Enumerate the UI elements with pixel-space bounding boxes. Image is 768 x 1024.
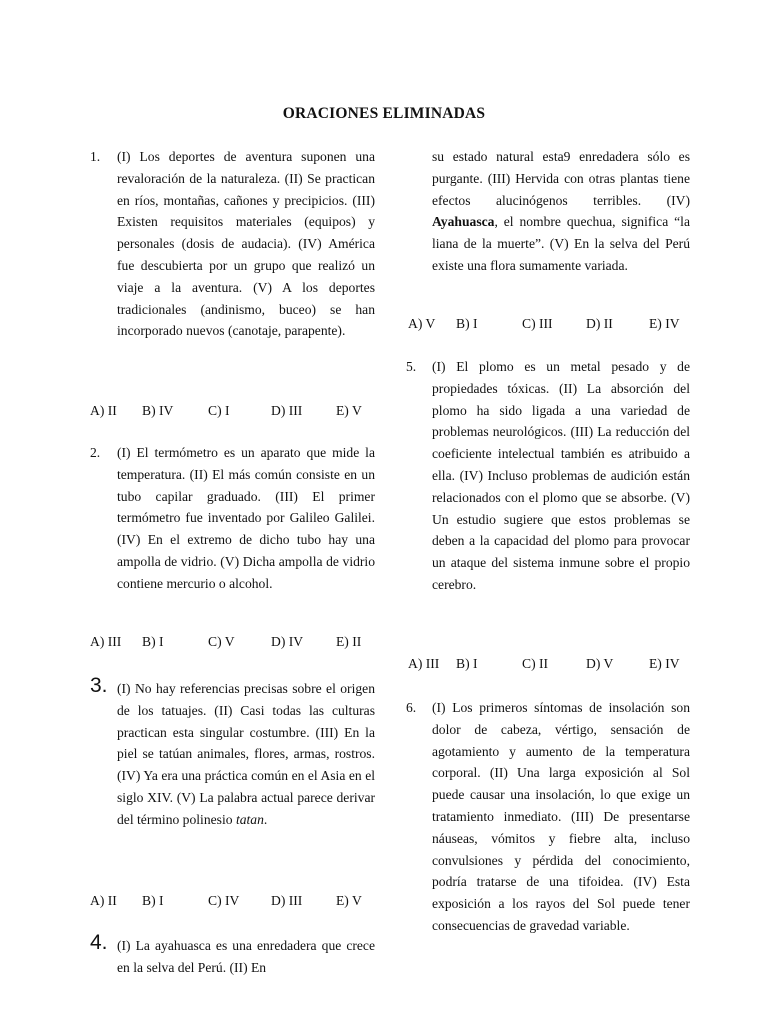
option-d[interactable]: D) III [271, 403, 303, 418]
options-row-1 [90, 403, 380, 423]
option-b[interactable]: B) I [142, 634, 164, 649]
question-number: 5. [406, 359, 417, 374]
option-d[interactable]: D) II [586, 316, 613, 331]
question-6 [406, 697, 690, 937]
option-e[interactable]: E) II [336, 634, 362, 649]
option-c[interactable]: C) III [522, 316, 553, 331]
option-a[interactable]: A) III [90, 634, 122, 649]
question-text-body: (I) No hay referencias precisas sobre el origen de los tatuajes. (II) Casi todas las culturas practican esta singular costumbre. (III) En la piel se tatúan animales, flores, armas, rostros. (IV) Ya era una práctica común en el Asia en el siglo XIV. (V) La palabra actual parece derivar del término polinesio [117, 681, 375, 827]
option-b[interactable]: B) I [456, 316, 478, 331]
options-row-4 [408, 316, 698, 336]
question-text: (I) Los primeros síntomas de insolación son dolor de cabeza, vértigo, sensación de agotamiento y aumento de la temperatura corporal. (II) Una larga exposición al Sol puede causar una insolación, lo que exige un tratamiento inmediato. (III) De presentarse náuseas, vómitos y fiebre alta, incluso convulsiones y pérdida del conocimiento, podría tratarse de una tifoidea. (IV) Esta exposición a los rayos del Sol puede tener consecuencias de gravedad variable. [432, 700, 690, 933]
italic-term: tatan [235, 811, 264, 827]
option-e[interactable]: E) V [336, 893, 362, 908]
option-c[interactable]: C) IV [208, 893, 240, 908]
question-text-part: , el nombre quechua, significa “la liana de la muerte”. (V) En la selva del Perú existe una flora sumamente variada. [432, 214, 690, 273]
option-b[interactable]: B) I [142, 893, 164, 908]
question-text [117, 678, 375, 831]
question-4 [90, 931, 375, 979]
option-e[interactable]: E) IV [649, 316, 680, 331]
question-text: (I) El plomo es un metal pesado y de propiedades tóxicas. (II) La absorción del plomo ha sido ligada a una variedad de problemas neurológicos. (III) La reducción del coeficiente intelectual también es atribuido a ella. (IV) Incluso problemas de audición están relacionados con el plomo que se absorbe. (V) Un estudio sugiere que estos problemas se deben a la capacidad del plomo para provocar un ataque del sistema inmune sobre el propio cerebro. [432, 359, 690, 592]
options-row-3 [90, 893, 380, 913]
question-number: 3. [90, 674, 108, 697]
option-c[interactable]: C) I [208, 403, 230, 418]
question-3 [90, 674, 375, 831]
option-c[interactable]: C) II [522, 656, 549, 671]
question-text: (I) El termómetro es un aparato que mide la temperatura. (II) El más común consiste en un tubo capilar graduado. (III) El primer termómetro fue inventado por Galileo Galilei. (IV) En el extremo de dicho tubo hay una ampolla de vidrio. (V) Dicha ampolla de vidrio contiene mercurio o alcohol. [117, 445, 375, 591]
question-2 [90, 442, 375, 595]
bold-term: Ayahuasca [432, 214, 495, 230]
question-text: (I) La ayahuasca es una enredadera que crece en la selva del Perú. (II) En [117, 938, 375, 975]
option-d[interactable]: D) V [586, 656, 614, 671]
question-text-end: . [263, 811, 268, 827]
option-b[interactable]: B) IV [142, 403, 174, 418]
question-5 [406, 356, 690, 596]
options-row-5 [408, 656, 698, 676]
page-title: ORACIONES ELIMINADAS [282, 105, 486, 122]
option-a[interactable]: A) III [408, 656, 440, 671]
question-number: 2. [90, 445, 101, 460]
option-d[interactable]: D) III [271, 893, 303, 908]
option-e[interactable]: E) V [336, 403, 362, 418]
question-4-continuation [432, 146, 690, 277]
question-number: 6. [406, 700, 417, 715]
option-d[interactable]: D) IV [271, 634, 304, 649]
option-a[interactable]: A) II [90, 893, 117, 908]
question-text-part: su estado natural esta9 enredadera sólo es purgante. (III) Hervida con otras plantas tiene efectos alucinógenos terribles. (IV) [432, 149, 690, 208]
option-e[interactable]: E) IV [649, 656, 680, 671]
option-a[interactable]: A) V [408, 316, 436, 331]
option-b[interactable]: B) I [456, 656, 478, 671]
question-number: 1. [90, 149, 101, 164]
question-number: 4. [90, 931, 108, 954]
question-text: (I) Los deportes de aventura suponen una revaloración de la naturaleza. (II) Se practican en ríos, montañas, cañones y precipicios. (III) Existen requisitos materiales (equipos) y personales (dosis de audacia). (IV) América fue descubierta por un grupo que realizó un viaje a la aventura. (V) A los deportes tradicionales (andinismo, buceo) se han incorporado nuevos (canotaje, parapente). [117, 149, 375, 339]
option-a[interactable]: A) II [90, 403, 117, 418]
options-row-2 [90, 634, 380, 654]
question-1 [90, 146, 375, 342]
option-c[interactable]: C) V [208, 634, 235, 649]
